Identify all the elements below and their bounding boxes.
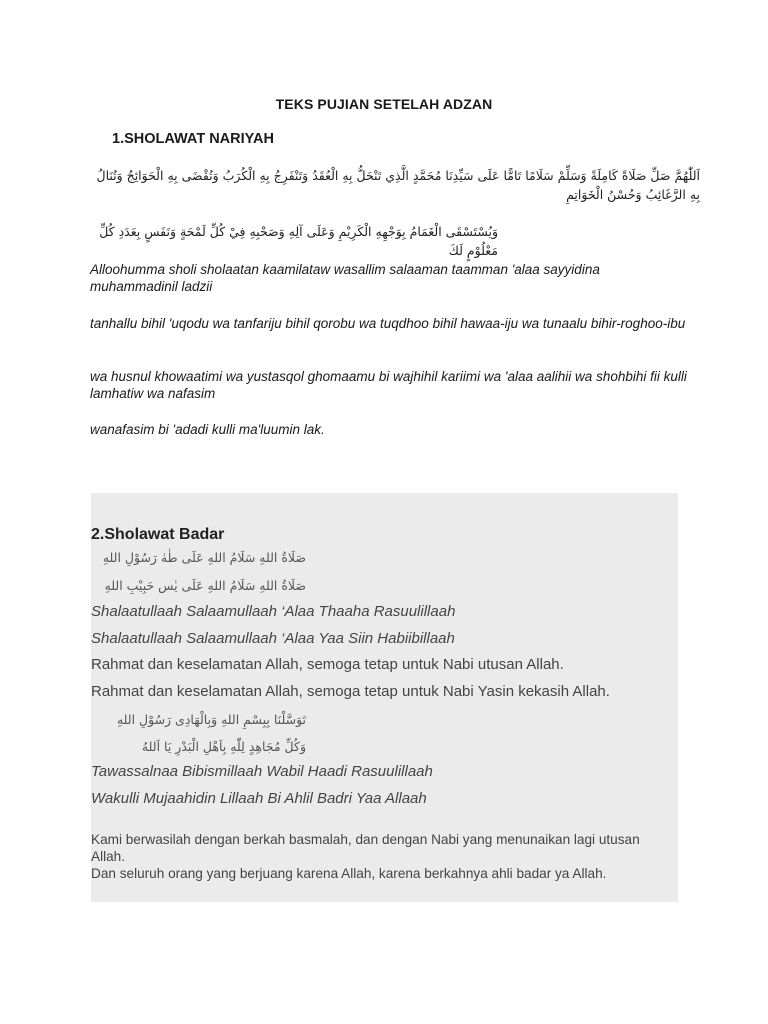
- latin-line-2: Shalaatullaah Salaamullaah ‘Alaa Yaa Siin Habiibillaah: [91, 630, 455, 647]
- arabic-text-nariyah-line-1: اَللّٰهُمَّ صَلِّ صَلَاةً كَامِلَةً وَسَلِّمْ سَلَامًا تَامًّا عَلَى سَيِّدِنَا مُحَمَّدٍ الَّذِي تَنْحَلُّ بِهِ الْعُقَدُ وَتَنْفَرِجُ بِهِ الْكُرَبُ وَتُقْضَى بِهِ الْحَوَائِجُ وَتُنَالُ بِهِ الرَّغَائِبُ وَحُسْنُ الْخَوَاتِمِ: [96, 168, 700, 202]
- transliteration-paragraph-1: Alloohumma sholi sholaatan kaamilataw wasallim salaaman taamman 'alaa sayyidina muhammadinil ladzii: [90, 262, 600, 294]
- arabic-text-badar-line-2: صَلَاةُ اللهِ سَلَامُ اللهِ عَلَى يٰس حَبِيْبِ اللهِ: [104, 578, 306, 593]
- arabic-text-nariyah-line-2: وَيُسْتَسْقَى الْغَمَامُ بِوَجْهِهِ الْكَرِيْمِ وَعَلَى آلِهِ وَصَحْبِهِ فِيْ كُلِّ لَمْحَةٍ وَنَفَسٍ بِعَدَدِ كُلِّ مَعْلُوْمٍ لَكَ: [99, 224, 498, 258]
- arabic-text-badar-line-1: صَلَاةُ اللهِ سَلَامُ اللهِ عَلَى طٰهٰ رَسُوْلِ اللهِ: [102, 550, 306, 565]
- badar-note-line-1: Kami berwasilah dengan berkah basmalah, dan dengan Nabi yang menunaikan lagi utusan Allah.: [91, 832, 640, 864]
- latin-line-4: Wakulli Mujaahidin Lillaah Bi Ahlil Badri Yaa Allaah: [91, 790, 427, 807]
- page-title: TEKS PUJIAN SETELAH ADZAN: [275, 96, 493, 112]
- latin-line-3: Tawassalnaa Bibismillaah Wabil Haadi Rasuulillaah: [91, 763, 433, 780]
- latin-line-1: Shalaatullaah Salaamullaah ‘Alaa Thaaha Rasuulillaah: [91, 603, 456, 620]
- meaning-line-2: Rahmat dan keselamatan Allah, semoga tetap untuk Nabi Yasin kekasih Allah.: [91, 683, 610, 700]
- arabic-text-badar-line-3: تَوَسَّلْنَا بِبِسْمِ اللهِ وَبِالْهَادِى رَسُوْلِ اللهِ: [116, 712, 306, 727]
- section-heading-sholawat-nariyah: 1.SHOLAWAT NARIYAH: [112, 131, 274, 147]
- badar-note-line-2: Dan seluruh orang yang berjuang karena Allah, karena berkahnya ahli badar ya Allah.: [91, 866, 607, 881]
- transliteration-paragraph-4: wanafasim bi 'adadi kulli ma'luumin lak.: [90, 422, 325, 437]
- badar-note: [91, 831, 673, 882]
- transliteration-paragraph-3: wa husnul khowaatimi wa yustasqol ghomaamu bi wajhihil kariimi wa 'alaa aalihii wa shohbihi fii kulli lamhatiw wa nafasim: [90, 369, 687, 401]
- meaning-line-1: Rahmat dan keselamatan Allah, semoga tetap untuk Nabi utusan Allah.: [91, 656, 564, 673]
- arabic-text-badar-line-4: وَكُلِّ مُجَاهِدٍ لِلّٰهِ بِاَهْلِ الْبَدْرِ يَا اَللهُ: [141, 739, 306, 754]
- transliteration-paragraph-2: tanhallu bihil 'uqodu wa tanfariju bihil qorobu wa tuqdhoo bihil hawaa-iju wa tunaalu bihir-roghoo-ibu: [90, 316, 686, 331]
- section-heading-sholawat-badar: 2.Sholawat Badar: [91, 526, 225, 543]
